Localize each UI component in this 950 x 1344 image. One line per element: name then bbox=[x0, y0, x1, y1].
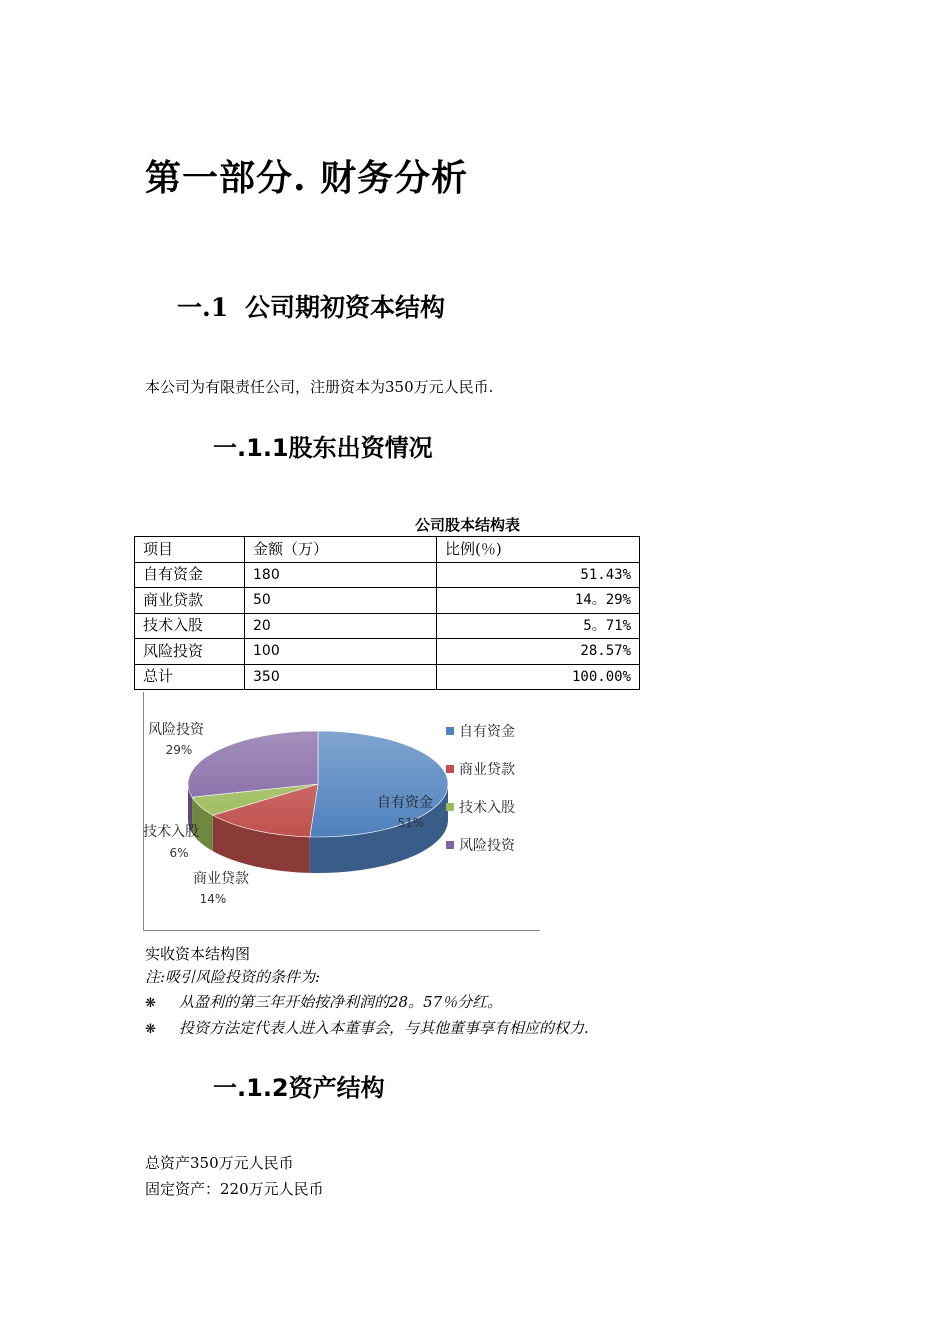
page-title: 第一部分. 财务分析 bbox=[145, 157, 469, 199]
pie-label-value: 51% bbox=[397, 816, 425, 830]
capital-structure-pie-chart bbox=[143, 692, 543, 930]
table-title: 公司股本结构表 bbox=[415, 516, 521, 534]
bullet-mark-icon: ❋ bbox=[145, 1022, 156, 1037]
pie-label-value: 6% bbox=[169, 846, 189, 860]
note-bullet bbox=[145, 1017, 589, 1038]
table-cell-amount: 350 bbox=[245, 664, 437, 690]
table-header-cell: 比例(％) bbox=[437, 537, 640, 563]
table-cell-ratio: 5。71% bbox=[437, 613, 640, 639]
legend-swatch bbox=[446, 727, 454, 735]
legend-label: 技术入股 bbox=[459, 800, 515, 816]
assets-total: 总资产350万元人民币 bbox=[145, 1154, 294, 1172]
assets-fixed: 固定资产：220万元人民币 bbox=[145, 1180, 324, 1198]
table-cell-amount: 50 bbox=[245, 588, 437, 614]
table-cell-item: 风险投资 bbox=[135, 639, 245, 665]
note-item: 投资方法定代表人进入本董事会，与其他董事享有相应的权力. bbox=[179, 1019, 589, 1037]
bullet-mark-icon: ❋ bbox=[145, 996, 156, 1011]
note-title: 注:吸引风险投资的条件为: bbox=[145, 968, 321, 986]
table-row bbox=[135, 613, 640, 639]
pie-label-category: 风险投资 bbox=[148, 722, 204, 738]
equity-table bbox=[134, 536, 640, 690]
table-cell-amount: 100 bbox=[245, 639, 437, 665]
table-cell-ratio: 28.57% bbox=[437, 639, 640, 665]
legend-label: 风险投资 bbox=[459, 838, 515, 854]
legend-label: 商业贷款 bbox=[459, 762, 515, 778]
pie-label-category: 自有资金 bbox=[377, 795, 433, 811]
table-cell-item: 总计 bbox=[135, 664, 245, 690]
table-row bbox=[135, 588, 640, 614]
table-cell-ratio: 51.43% bbox=[437, 562, 640, 588]
table-header-row bbox=[135, 537, 640, 563]
section-heading-1 bbox=[177, 288, 445, 324]
note-item: 从盈利的第三年开始按净利润的28。57％分红。 bbox=[179, 993, 503, 1011]
legend-swatch bbox=[446, 765, 454, 773]
table-header-cell: 金额（万） bbox=[245, 537, 437, 563]
pie-label-value: 14% bbox=[199, 892, 227, 906]
table-cell-item: 自有资金 bbox=[135, 562, 245, 588]
pie-label-value: 29% bbox=[165, 743, 193, 757]
table-row bbox=[135, 639, 640, 665]
table-cell-amount: 180 bbox=[245, 562, 437, 588]
section-number: 一.1 bbox=[177, 293, 229, 322]
pie-label-category: 技术入股 bbox=[143, 824, 199, 840]
table-cell-item: 商业贷款 bbox=[135, 588, 245, 614]
legend-swatch bbox=[446, 803, 454, 811]
section-title: 公司期初资本结构 bbox=[245, 293, 446, 322]
table-row-total bbox=[135, 664, 640, 690]
intro-paragraph: 本公司为有限责任公司，注册资本为350万元人民币. bbox=[145, 378, 494, 396]
table-cell-amount: 20 bbox=[245, 613, 437, 639]
legend-label: 自有资金 bbox=[459, 724, 515, 740]
subsection-heading-assets: 一.1.2资产结构 bbox=[213, 1074, 385, 1102]
table-cell-item: 技术入股 bbox=[135, 613, 245, 639]
table-cell-ratio: 14。29% bbox=[437, 588, 640, 614]
table-header-cell: 项目 bbox=[135, 537, 245, 563]
table-row bbox=[135, 562, 640, 588]
chart-legend bbox=[446, 724, 516, 854]
legend-swatch bbox=[446, 841, 454, 849]
chart-caption: 实收资本结构图 bbox=[145, 945, 251, 963]
table-cell-ratio: 100.00% bbox=[437, 664, 640, 690]
subsection-heading-shareholders: 一.1.1股东出资情况 bbox=[213, 434, 433, 462]
pie-label-category: 商业贷款 bbox=[193, 871, 249, 887]
note-bullet bbox=[145, 991, 502, 1012]
